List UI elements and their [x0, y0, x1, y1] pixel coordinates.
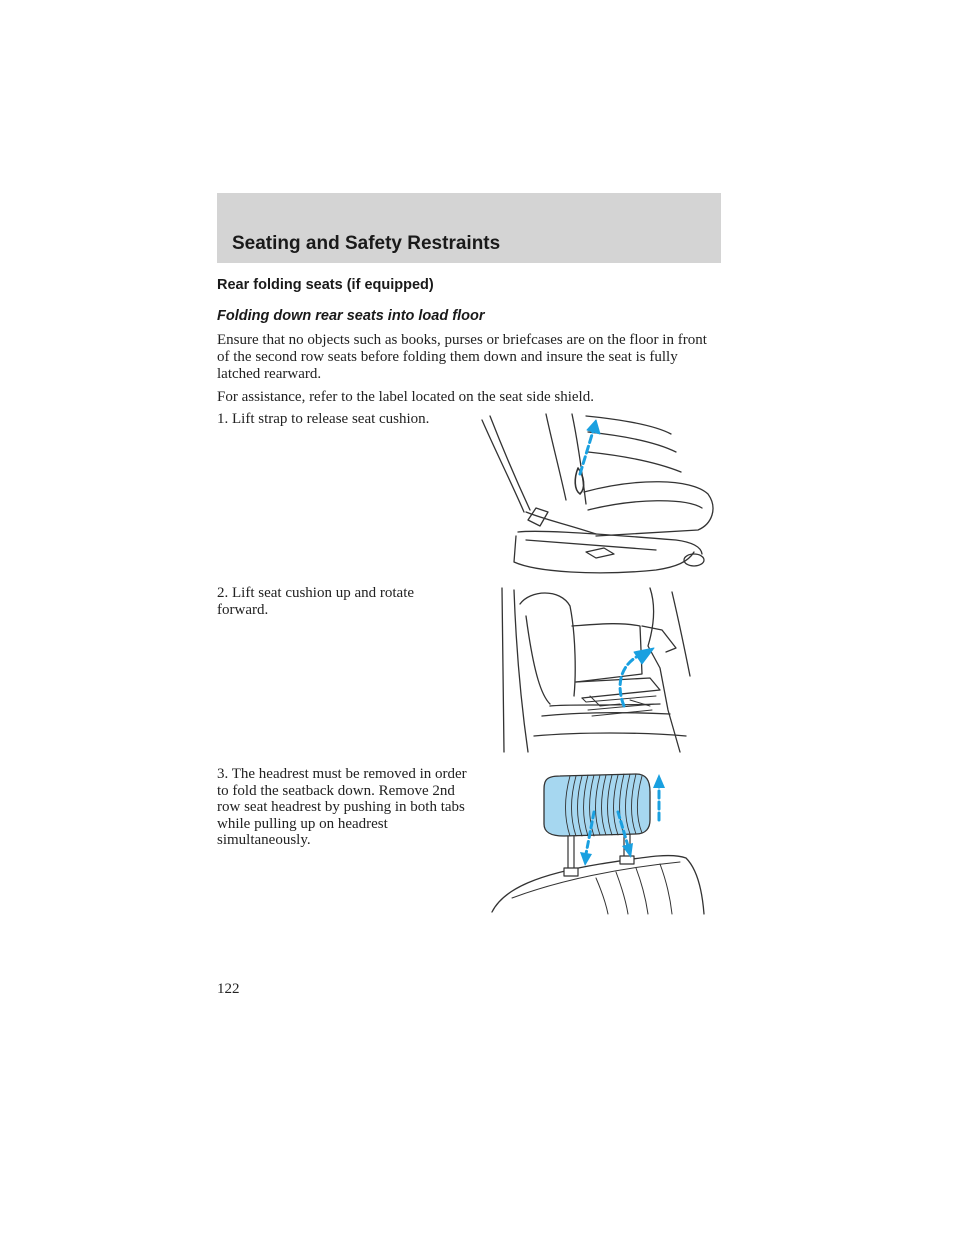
- step-1-text: 1. Lift strap to release seat cushion.: [217, 411, 430, 427]
- heading-rear-folding-seats: Rear folding seats (if equipped): [217, 277, 434, 293]
- seat-strap-illustration: [476, 412, 720, 580]
- section-title: Seating and Safety Restraints: [232, 233, 501, 254]
- subheading-folding-down: Folding down rear seats into load floor: [217, 308, 485, 324]
- section-header-band: [217, 193, 721, 263]
- step-2-text: 2. Lift seat cushion up and rotate forward.: [217, 585, 415, 618]
- page-number: 122: [217, 981, 240, 997]
- step-3-text: 3. The headrest must be removed in order to fold the seatback down. Remove 2nd row seat headrest by pushing in both tabs while pulling up on headrest simultaneously.: [217, 766, 467, 848]
- seat-cushion-rotate-illustration: [490, 586, 712, 754]
- assistance-paragraph: For assistance, refer to the label located on the seat side shield.: [217, 389, 594, 405]
- headrest-removal-illustration: [490, 768, 712, 918]
- intro-paragraph: Ensure that no objects such as books, purses or briefcases are on the floor in front of the second row seats before folding them down and insure the seat is fully latched rearward.: [217, 332, 707, 382]
